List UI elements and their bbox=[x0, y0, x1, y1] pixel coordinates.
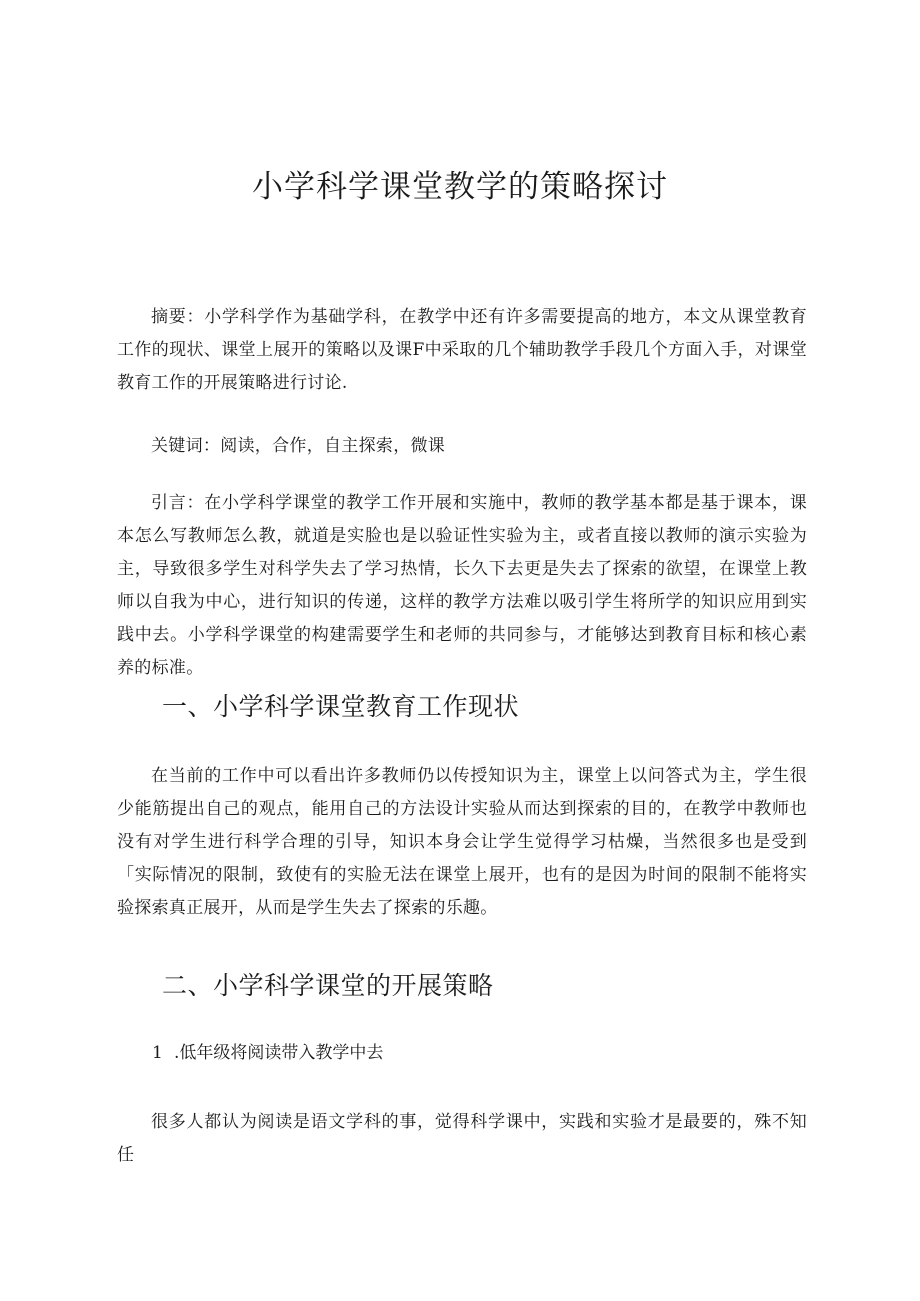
subsection-1-number: 1 bbox=[152, 1043, 163, 1063]
abstract-paragraph: 摘要：小学科学作为基础学科，在教学中还有许多需要提高的地方，本文从课堂教育工作的现状、课堂上展开的策略以及课F中采取的几个辅助教学手段几个方面入手，对课堂教育工作的开展策略进行讨论. bbox=[117, 307, 807, 393]
introduction-paragraph: 引言：在小学科学课堂的教学工作开展和实施中，教师的教学基本都是基于课本，课本怎么写教师怎么教，就道是实脸也是以验证性实验为主，或者直接以教师的演示实验为主，导致很多学生对科学失去了学习热情，长久下去更是失去了探索的欲望，在课堂上教师以自我为中心，进行知识的传递，这样的教学方法难以吸引学生将所学的知识应用到实践中去。小学科学课堂的构建需要学生和老师的共同参与，才能够达到教育目标和核心素养的标准。 bbox=[117, 493, 807, 678]
section-1-heading: 一、小学科学课堂教育工作现状 bbox=[162, 692, 520, 721]
section-2-paragraph: 很多人都认为阅读是语文学科的事，觉得科学课中，实践和实验才是最要的，殊不知任 bbox=[117, 1112, 807, 1165]
subsection-1-label: .低年级将阅读带入教学中去 bbox=[174, 1043, 384, 1063]
keywords-paragraph: 关键词：阅读，合作，自主探索，微课 bbox=[151, 436, 446, 456]
section-1-paragraph: 在当前的工作中可以看出许多教师仍以传授知识为主，课堂上以问答式为主，学生很少能筋提出自己的观点，能用自己的方法设计实验从而达到探索的目的，在教学中教师也没有对学生进行科学合理的引导，知识本身会让学生觉得学习枯燥，当然很多也是受到「实际情况的限制，致使有的实脸无法在课堂上展开，也有的是因为时间的限制不能将实验探索真正展开，从而是学生失去了探索的乐趣。 bbox=[117, 766, 807, 918]
subsection-1-title bbox=[152, 1041, 383, 1065]
document-title: 小学科学课堂教学的策略探讨 bbox=[252, 169, 668, 205]
section-2-heading: 二、小学科学课堂的开展策略 bbox=[162, 971, 494, 1000]
